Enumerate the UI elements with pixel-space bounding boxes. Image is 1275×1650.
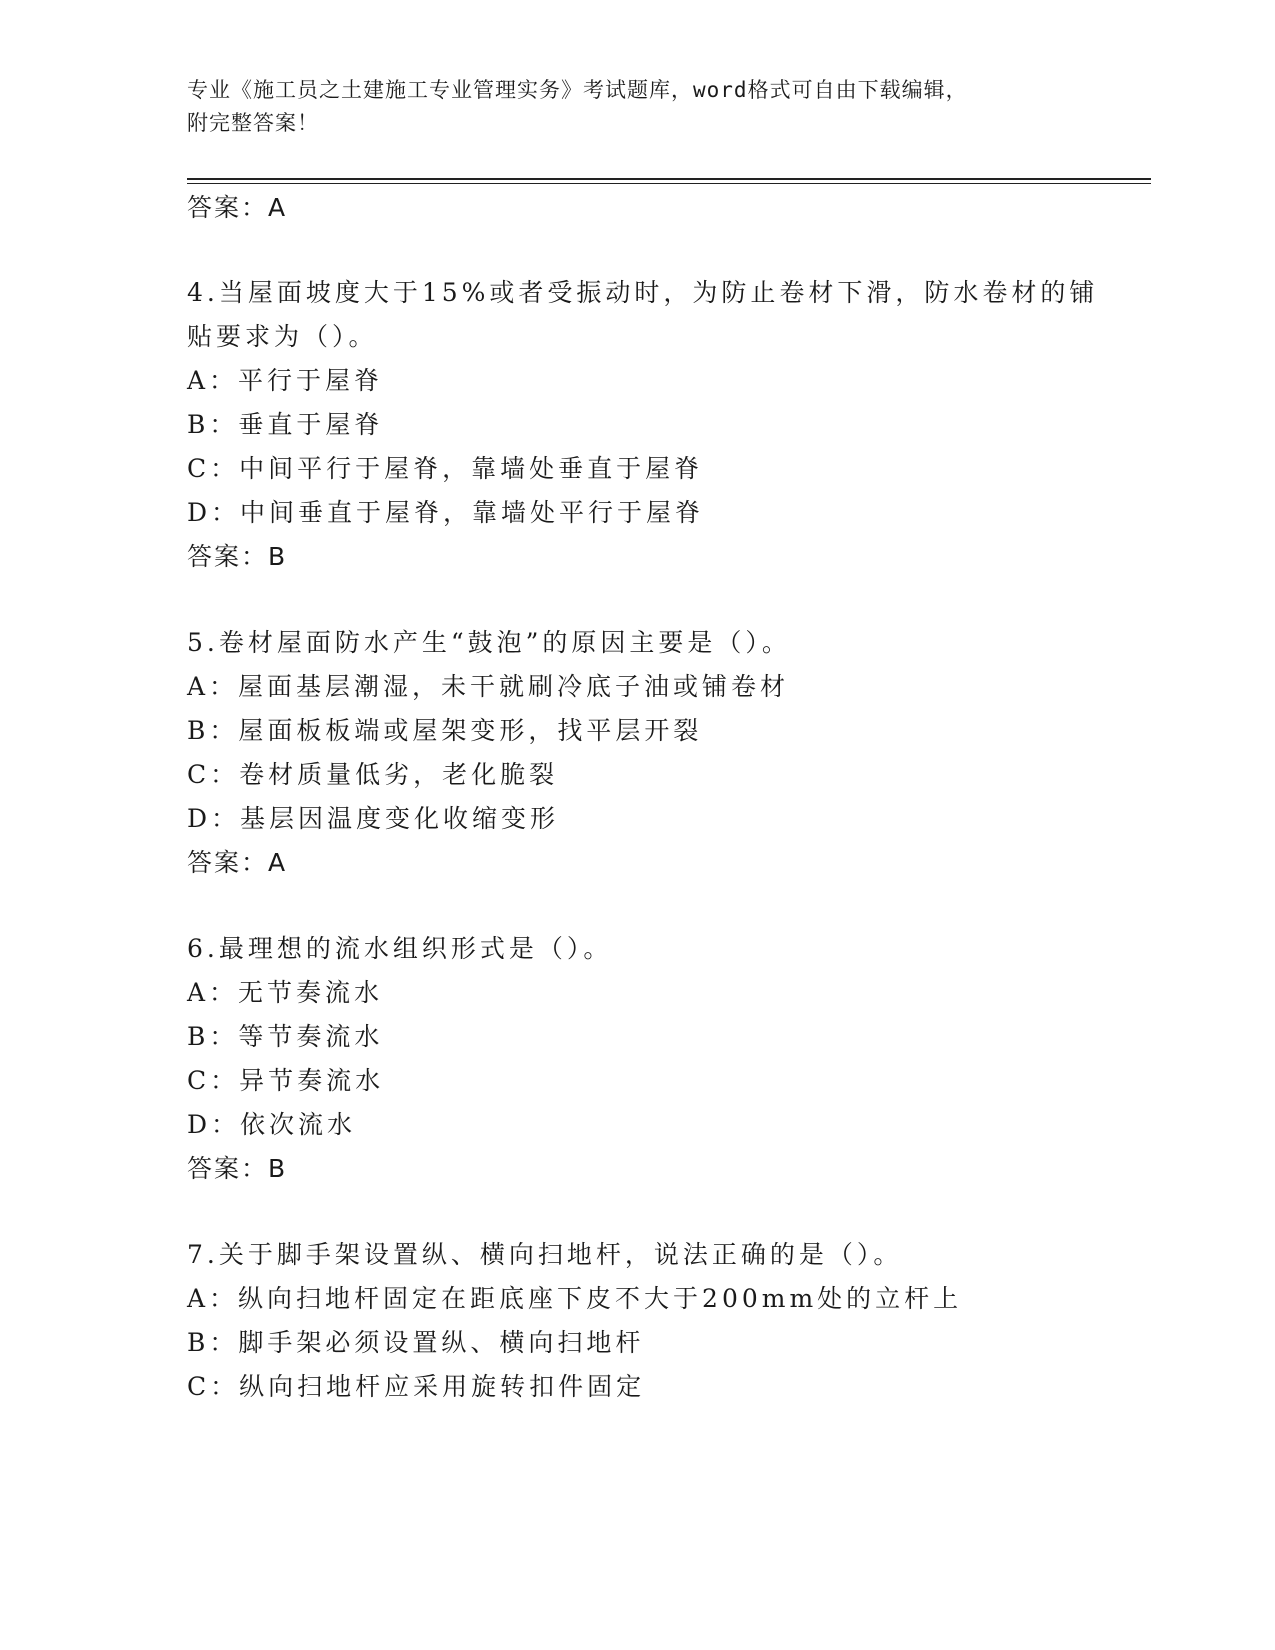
question-5-stem: 5.卷材屋面防水产生“鼓泡”的原因主要是（）。 xyxy=(187,628,791,657)
question-6-stem: 6.最理想的流水组织形式是（）。 xyxy=(187,934,613,963)
header-line-2: 附完整答案！ xyxy=(187,111,319,135)
document-header xyxy=(187,74,1067,140)
question-6-answer: 答案：B xyxy=(187,1154,288,1183)
question-5-answer: 答案：A xyxy=(187,848,288,877)
question-6-option-b: B：等节奏流水 xyxy=(187,1022,384,1051)
question-5-option-d: D：基层因温度变化收缩变形 xyxy=(187,804,560,833)
question-7-option-b: B：脚手架必须设置纵、横向扫地杆 xyxy=(187,1328,645,1357)
question-5-option-a: A：屋面基层潮湿，未干就刷冷底子油或铺卷材 xyxy=(187,672,790,701)
header-divider-thick xyxy=(187,178,1151,180)
question-4-option-d: D：中间垂直于屋脊，靠墙处平行于屋脊 xyxy=(187,498,705,527)
question-4-option-c: C：中间平行于屋脊，靠墙处垂直于屋脊 xyxy=(187,454,704,483)
question-4-stem-line-2: 贴要求为（）。 xyxy=(187,322,378,351)
question-7-stem: 7.关于脚手架设置纵、横向扫地杆，说法正确的是（）。 xyxy=(187,1240,903,1269)
question-5-option-c: C：卷材质量低劣，老化脆裂 xyxy=(187,760,559,789)
question-4-option-b: B：垂直于屋脊 xyxy=(187,410,384,439)
answer-prev: 答案：A xyxy=(187,193,288,222)
question-5-option-b: B：屋面板板端或屋架变形，找平层开裂 xyxy=(187,716,703,745)
header-divider-thin xyxy=(187,183,1151,184)
question-4-option-a: A：平行于屋脊 xyxy=(187,366,384,395)
question-6-option-d: D：依次流水 xyxy=(187,1110,357,1139)
question-7-option-a: A：纵向扫地杆固定在距底座下皮不大于200mm处的立杆上 xyxy=(187,1284,963,1313)
header-line-1: 专业《施工员之土建施工专业管理实务》考试题库，word格式可自由下载编辑， xyxy=(187,78,968,102)
question-6-option-c: C：异节奏流水 xyxy=(187,1066,385,1095)
question-4-answer: 答案：B xyxy=(187,542,288,571)
question-4-stem-line-1: 4.当屋面坡度大于15%或者受振动时，为防止卷材下滑，防水卷材的铺 xyxy=(187,278,1099,307)
question-7-option-c: C：纵向扫地杆应采用旋转扣件固定 xyxy=(187,1372,646,1401)
question-6-option-a: A：无节奏流水 xyxy=(187,978,384,1007)
